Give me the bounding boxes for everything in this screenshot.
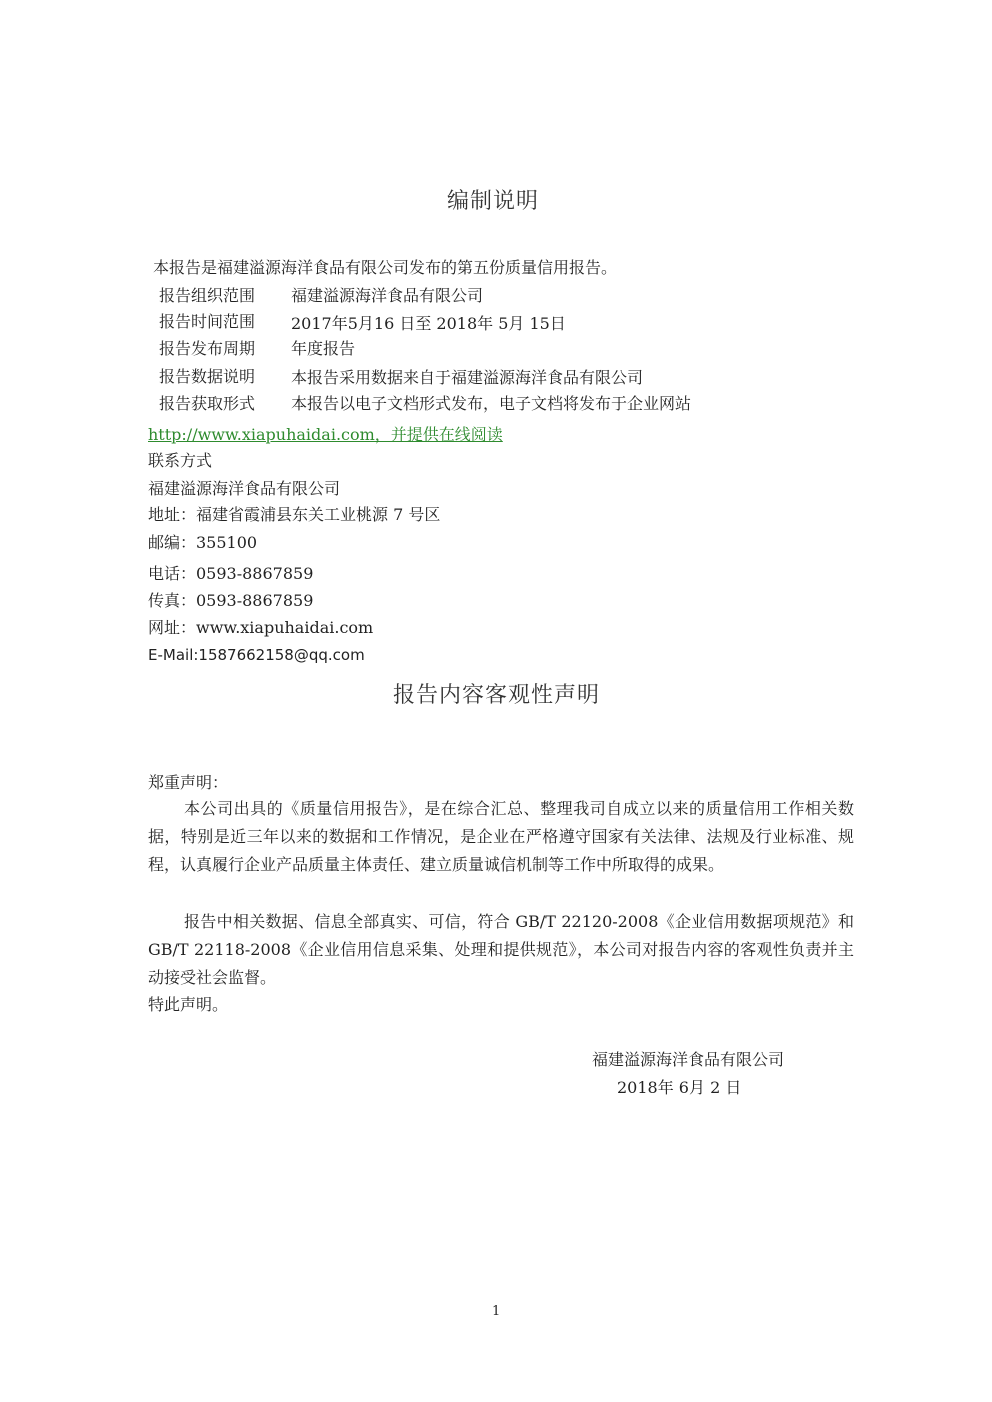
contact-address: 地址：福建省霞浦县东关工业桃源 7 号区 <box>148 505 441 524</box>
statement-paragraph-2: 报告中相关数据、信息全部真实、可信，符合 GB/T 22120-2008《企业信用数据项规范》和 GB/T 22118-2008《企业信用信息采集、处理和提供规范》，本公司对报告内容的客观性负责并主动接受社会监督。 <box>148 912 854 987</box>
row-value-data-notes: 本报告采用数据来自于福建溢源海洋食品有限公司 <box>291 368 644 387</box>
statement-paragraph-1: 本公司出具的《质量信用报告》，是在综合汇总、整理我司自成立以来的质量信用工作相关数据，特别是近三年以来的数据和工作情况，是企业在严格遵守国家有关法律、法规及行业标准、规程，认真履行企业产品质量主体责任、建立质量诚信机制等工作中所取得的成果。 <box>148 799 854 874</box>
contact-website: 网址：www.xiapuhaidai.com <box>148 618 374 637</box>
contact-postcode: 邮编：355100 <box>148 533 258 552</box>
row-label-time-scope: 报告时间范围 <box>159 312 256 331</box>
salutation: 郑重声明： <box>148 773 229 792</box>
section-title-objectivity-statement: 报告内容客观性声明 <box>393 683 601 708</box>
row-value-org-scope: 福建溢源海洋食品有限公司 <box>291 286 484 305</box>
row-label-publish-cycle: 报告发布周期 <box>159 339 256 358</box>
contact-fax: 传真：0593-8867859 <box>148 591 314 610</box>
company-website-link[interactable]: http://www.xiapuhaidai.com，并提供在线阅读 <box>148 425 503 444</box>
row-label-org-scope: 报告组织范围 <box>159 286 256 305</box>
contact-phone: 电话：0593-8867859 <box>148 564 314 583</box>
row-value-publish-cycle: 年度报告 <box>291 339 356 358</box>
page-number: 1 <box>492 1304 501 1319</box>
row-label-data-notes: 报告数据说明 <box>159 367 256 386</box>
closing-line: 特此声明。 <box>148 995 229 1014</box>
row-value-access-form: 本报告以电子文档形式发布，电子文档将发布于企业网站 <box>291 394 692 413</box>
contact-email: E-Mail:1587662158@qq.com <box>148 646 365 664</box>
signature-company: 福建溢源海洋食品有限公司 <box>592 1050 785 1069</box>
row-label-access-form: 报告获取形式 <box>159 394 256 413</box>
row-value-time-scope: 2017年5月16 日至 2018年 5月 15日 <box>291 314 566 333</box>
intro-sentence: 本报告是福建溢源海洋食品有限公司发布的第五份质量信用报告。 <box>153 258 618 277</box>
section-title-compilation-notes: 编制说明 <box>447 189 540 214</box>
contact-company: 福建溢源海洋食品有限公司 <box>148 479 341 498</box>
contact-heading: 联系方式 <box>148 451 213 470</box>
signature-date: 2018年 6月 2 日 <box>617 1078 742 1097</box>
